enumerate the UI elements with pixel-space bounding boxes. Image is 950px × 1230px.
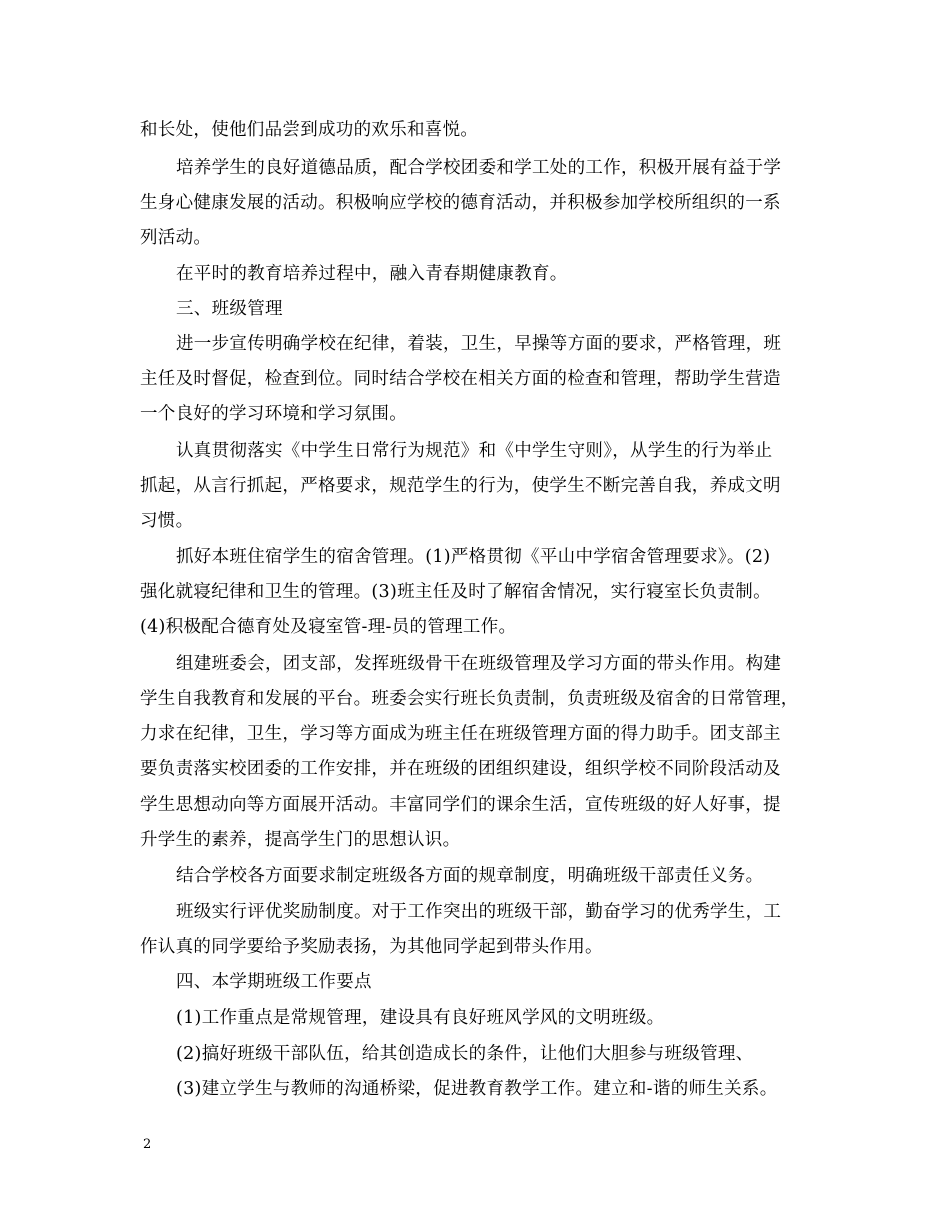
- text-line: 要负责落实校团委的工作安排，并在班级的团组织建设，组织学校不同阶段活动及: [140, 759, 781, 779]
- text-line: 和长处，使他们品尝到成功的欢乐和喜悦。: [140, 120, 479, 140]
- text-line: 抓起，从言行抓起，严格要求，规范学生的行为，使学生不断完善自我，养成文明: [140, 476, 781, 496]
- text-line: 学生自我教育和发展的平台。班委会实行班长负责制，负责班级及宿舍的日常管理，: [140, 689, 799, 709]
- text-line: 强化就寝纪律和卫生的管理。(3)班主任及时了解宿舍情况，实行寝室长负责制。: [140, 582, 771, 602]
- page-number: 2: [143, 1137, 152, 1152]
- text-line: 认真贯彻落实《中学生日常行为规范》和《中学生守则》，从学生的行为举止: [176, 441, 773, 461]
- text-line: (4)积极配合德育处及寝室管-理-员的管理工作。: [140, 617, 517, 637]
- text-line: 力求在纪律，卫生，学习等方面成为班主任在班级管理方面的得力助手。团支部主: [140, 724, 781, 744]
- text-line: 升学生的素养，提高学生门的思想认识。: [140, 830, 461, 850]
- section-heading: 四、本学期班级工作要点: [176, 972, 372, 992]
- text-line: 组建班委会，团支部，发挥班级骨干在班级管理及学习方面的带头作用。构建: [176, 654, 782, 674]
- text-line: 在平时的教育培养过程中，融入青春期健康教育。: [176, 264, 568, 284]
- text-line: 主任及时督促，检查到位。同时结合学校在相关方面的检查和管理，帮助学生营造: [140, 369, 781, 389]
- text-line: 进一步宣传明确学校在纪律，着装，卫生，早操等方面的要求，严格管理，班: [176, 334, 782, 354]
- text-line: 抓好本班住宿学生的宿舍管理。(1)严格贯彻《平山中学宿舍管理要求》。(2): [176, 547, 771, 567]
- text-line: 学生思想动向等方面展开活动。丰富同学们的课余生活，宣传班级的好人好事，提: [140, 795, 781, 815]
- text-line: 作认真的同学要给予奖励表扬，为其他同学起到带头作用。: [140, 937, 603, 957]
- list-item: (1)工作重点是常规管理，建设具有良好班风学风的文明班级。: [176, 1008, 665, 1028]
- text-line: 培养学生的良好道德品质，配合学校团委和学工处的工作，积极开展有益于学: [176, 158, 782, 178]
- section-heading: 三、班级管理: [176, 299, 283, 319]
- text-line: 结合学校各方面要求制定班级各方面的规章制度，明确班级干部责任义务。: [176, 866, 764, 886]
- text-line: 班级实行评优奖励制度。对于工作突出的班级干部，勤奋学习的优秀学生，工: [176, 902, 782, 922]
- text-line: 一个良好的学习环境和学习氛围。: [140, 404, 407, 424]
- text-line: 列活动。: [140, 228, 212, 248]
- list-item: (3)建立学生与教师的沟通桥梁，促进教育教学工作。建立和-谐的师生关系。: [176, 1079, 778, 1099]
- text-line: 习惯。: [140, 511, 194, 531]
- list-item: (2)搞好班级干部队伍，给其创造成长的条件，让他们大胆参与班级管理、: [176, 1044, 754, 1064]
- text-line: 生身心健康发展的活动。积极响应学校的德育活动，并积极参加学校所组织的一系: [140, 193, 781, 213]
